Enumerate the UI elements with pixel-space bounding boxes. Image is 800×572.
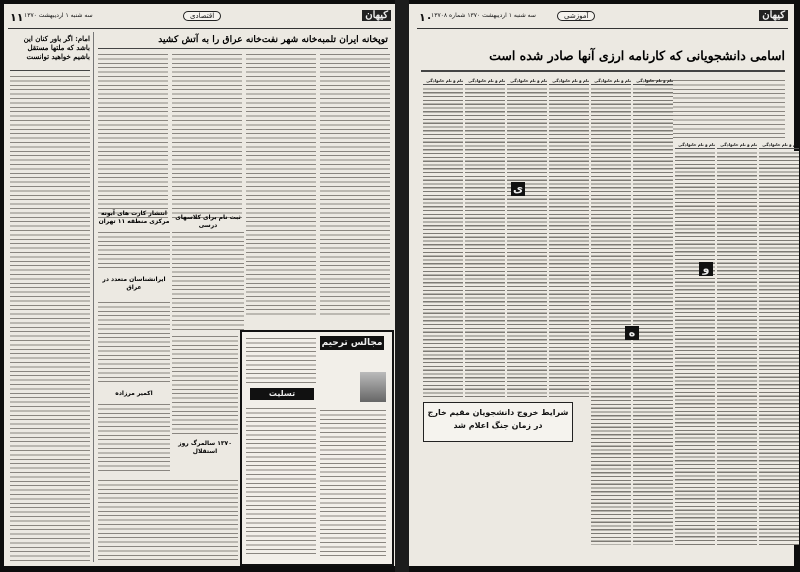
- name-list-column: [591, 78, 631, 544]
- name-list-column: [423, 78, 463, 396]
- list-column-header: نام و نام خانوادگی: [591, 78, 631, 85]
- name-list-column: [549, 78, 589, 396]
- right-date-line: سه شنبه ۱ اردیبهشت ۱۳۷۰ شماره ۱۳۷۰۸: [431, 12, 536, 19]
- article-column-9: [172, 334, 238, 434]
- list-rows: [759, 151, 799, 545]
- main-headline-right: اسامی دانشجویانی که کارنامه ارزی آنها صادر شده است: [489, 48, 785, 63]
- list-rows: [465, 87, 505, 397]
- subhead-4: اکمیر مرزاده: [115, 390, 153, 397]
- list-section-letter-1: ی: [512, 182, 524, 195]
- article-column-8: [98, 402, 170, 472]
- left-page: [4, 4, 395, 566]
- portrait-photo: [360, 372, 386, 402]
- name-list-column: [717, 142, 757, 544]
- list-rows: [549, 87, 589, 397]
- list-column-header: نام و نام خانوادگی: [465, 78, 505, 85]
- list-rows: [717, 151, 757, 545]
- ad-text-1: [246, 336, 316, 384]
- list-column-header: نام و نام خانوادگی: [675, 142, 715, 149]
- left-date-line: سه شنبه ۱ اردیبهشت ۱۳۷۰: [24, 12, 93, 19]
- article-column-3: [246, 52, 316, 318]
- column-divider: [93, 32, 94, 562]
- left-running-header: [8, 10, 391, 29]
- right-page-number: ۱۰: [419, 11, 433, 24]
- article-column-2: [172, 52, 242, 220]
- subhead-1: انتشار کارت های آبونه مرکزی منطقه ۱۱ تهران: [98, 210, 170, 225]
- left-masthead-logo: کیهان: [362, 10, 391, 21]
- main-headline-left: توپخانه ایران تلمبه‌خانه شهر نفت‌خانه عراق را به آتش کشید: [158, 34, 388, 45]
- right-page: [409, 4, 799, 566]
- article-column-5: [98, 230, 170, 270]
- page-gutter: [395, 0, 409, 572]
- list-rows: [633, 87, 673, 545]
- left-section-label: اقتصادی: [183, 11, 221, 21]
- name-list-column: [675, 142, 715, 544]
- side-article-body: [10, 74, 90, 562]
- mourning-ad: [240, 330, 394, 566]
- article-column-10: [98, 478, 238, 562]
- list-rows: [591, 87, 631, 545]
- name-list-column: [507, 78, 547, 396]
- ad-text-2: [246, 406, 316, 556]
- list-column-header: نام و نام خانوادگی: [633, 78, 673, 85]
- notice-line-1: شرایط خروج دانشجویان مقیم خارج: [427, 408, 569, 417]
- left-page-number: ۱۱: [10, 11, 24, 24]
- article-column-7: [98, 300, 170, 384]
- list-rows: [675, 151, 715, 545]
- list-column-header: نام و نام خانوادگی: [507, 78, 547, 85]
- ad-text-3: [320, 408, 386, 556]
- name-list-column: [759, 142, 799, 544]
- list-section-letter-3: ه: [625, 326, 639, 340]
- divider: [98, 48, 388, 49]
- subhead-5: ۱۳۷۰ سالمرگ روز استقلال: [178, 440, 232, 455]
- right-masthead-logo: کیهان: [759, 10, 788, 21]
- list-section-letter-2: و: [699, 262, 713, 276]
- list-column-header: نام و نام خانوادگی: [549, 78, 589, 85]
- subhead-3: ایرانشناسان متعدد در عراق: [102, 276, 166, 291]
- notice-line-2: در زمان جنگ اعلام شد: [453, 421, 543, 430]
- name-list-column: [633, 78, 673, 544]
- article-column-6: [172, 230, 244, 330]
- list-rows: [423, 87, 463, 397]
- list-column-header: نام و نام خانوادگی: [717, 142, 757, 149]
- right-section-label: آموزشی: [557, 11, 595, 21]
- article-column-4: [320, 52, 390, 318]
- notice-box: [423, 402, 573, 442]
- divider: [10, 70, 90, 71]
- ad-title: مجالس ترحیم: [321, 338, 383, 348]
- list-column-header: نام و نام خانوادگی: [759, 142, 799, 149]
- side-headline: امام: اگر باور کنان این باشد که ملتها مستقل باشیم خواهید توانست: [23, 34, 90, 61]
- headline-rule: [421, 70, 785, 72]
- list-rows: [507, 87, 547, 397]
- right-running-header: [417, 10, 788, 29]
- condolence-label: تسلیت: [250, 388, 314, 400]
- name-list-column: [465, 78, 505, 396]
- article-column-1: [98, 52, 168, 220]
- list-column-header: نام و نام خانوادگی: [423, 78, 463, 85]
- subhead-2: ثبت نام برای کلاسهای درسی: [175, 214, 241, 229]
